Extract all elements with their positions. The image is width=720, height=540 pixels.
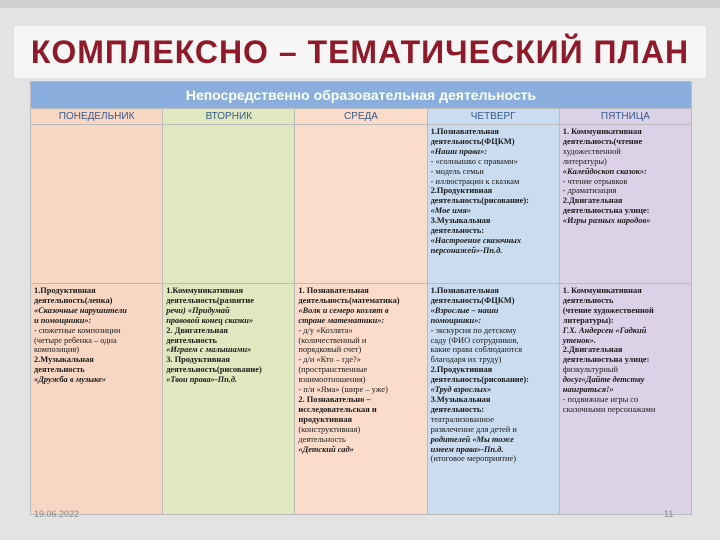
slide-number: 11 xyxy=(664,509,674,519)
plan-line: деятельность(лепка) xyxy=(34,295,113,305)
plan-line: - «солнышко с правами» xyxy=(430,156,518,166)
plan-line: - драматизация xyxy=(562,186,617,196)
plan-line: 2.Продуктивная xyxy=(430,365,493,375)
plan-line: - чтение отрывков xyxy=(562,176,628,186)
plan-line: родителей «Мы тоже xyxy=(430,434,514,444)
plan-line: стране математики»: xyxy=(298,315,385,325)
plan-line: (четыре ребенка – одна xyxy=(34,335,117,345)
plan-line: «Сказочные нарушители xyxy=(34,305,127,315)
plan-line: правовой конец сказки» xyxy=(166,315,254,325)
plan-line: «Твои права»-Пп.д. xyxy=(166,375,238,385)
plan-line: 1.Продуктивная xyxy=(34,286,96,295)
plan-line: 1.Познавательная xyxy=(430,286,499,295)
plan-line: 2.Двигательная xyxy=(562,345,623,355)
plan-line: какие права соблюдаются xyxy=(430,345,523,355)
plan-line: деятельностьна улице: xyxy=(562,355,650,365)
plan-line: (пространственные xyxy=(298,365,368,375)
plan-line: деятельность(рисование): xyxy=(430,196,529,206)
day-tuesday: ВТОРНИК xyxy=(163,109,295,125)
plan-line: «Игры разных народов» xyxy=(562,216,651,226)
plan-line: «Труд взрослых» xyxy=(430,385,492,395)
footer-date: 19.06.2022 xyxy=(34,509,80,519)
plan-line: взаимоотношения) xyxy=(298,375,366,385)
plan-line: Г.Х. Андерсен «Гадкий xyxy=(562,325,647,335)
day-thursday: ЧЕТВЕРГ xyxy=(427,109,559,125)
cell-row2-thursday xyxy=(427,284,559,515)
plan-line: деятельность(развитие xyxy=(166,295,254,305)
plan-line: литературы): xyxy=(562,315,614,325)
plan-line: деятельность(математика) xyxy=(298,295,400,305)
plan-line: «Дружба в музыке» xyxy=(34,375,106,385)
plan-line: литературы) xyxy=(562,156,607,166)
plan-table xyxy=(30,81,692,515)
plan-line: сказочными персонажами xyxy=(562,404,656,414)
plan-line: - д/и «Кто – где?» xyxy=(298,355,361,365)
plan-line: 2.Двигательная xyxy=(562,196,623,206)
plan-line: деятельность xyxy=(562,295,614,305)
plan-line: «Играем с малышами» xyxy=(166,345,252,355)
plan-line: (количественный и xyxy=(298,335,367,345)
plan-line: деятельностьна улице: xyxy=(562,206,650,216)
cell-row1-wednesday xyxy=(295,125,427,284)
plan-line: физкультурный xyxy=(562,365,618,375)
plan-line: деятельность(чтение xyxy=(562,136,643,146)
plan-line: развлечение для детей и xyxy=(430,424,517,434)
plan-line: деятельность(рисование) xyxy=(166,365,262,375)
cell-row1-monday xyxy=(31,125,163,284)
plan-line: 2.Продуктивная xyxy=(430,186,493,196)
plan-line: (чтение художественной xyxy=(562,305,654,315)
plan-line: помощники»: xyxy=(430,315,482,325)
plan-line: композиция) xyxy=(34,345,80,355)
plan-line: порядковый счет) xyxy=(298,345,362,355)
plan-line: 1. Коммуникативная xyxy=(562,127,642,136)
plan-line: 2.Музыкальная xyxy=(34,355,94,365)
cell-row1-tuesday xyxy=(163,125,295,284)
plan-line: деятельность xyxy=(34,365,85,375)
plan-line: исследовательская и xyxy=(298,404,377,414)
cell-row2-friday xyxy=(559,284,691,515)
plan-line: «Взрослые – наши xyxy=(430,305,499,315)
plan-line: - д/у «Козлята» xyxy=(298,325,353,335)
plan-line: театрализованное xyxy=(430,414,494,424)
table-header: Непосредственно образовательная деятельность xyxy=(31,82,692,109)
plan-line: - модель семьи xyxy=(430,166,484,176)
plan-line: деятельность(ФЦКМ) xyxy=(430,136,515,146)
cell-row2-monday xyxy=(31,284,163,515)
cell-row2-tuesday xyxy=(163,284,295,515)
cell-row2-wednesday xyxy=(295,284,427,515)
plan-line: художественной xyxy=(562,146,621,156)
plan-line: - подвижные игры со xyxy=(562,394,639,404)
plan-line: 2. Двигательная xyxy=(166,325,228,335)
plan-line: «Волк и семеро козлят в xyxy=(298,305,389,315)
plan-line: (конструктивная) xyxy=(298,424,361,434)
plan-line: - сюжетные композиции xyxy=(34,325,121,335)
cell-row1-friday xyxy=(559,125,691,284)
plan-line: - п/и «Яма» (шире – уже) xyxy=(298,385,388,395)
plan-line: продуктивная xyxy=(298,414,353,424)
plan-line: имеем права»-Пп.д. xyxy=(430,444,504,454)
plan-line: 3.Музыкальная xyxy=(430,394,491,404)
plan-line: деятельность(рисование): xyxy=(430,375,529,385)
plan-line: деятельность xyxy=(166,335,217,345)
plan-line: - иллюстрации к сказкам xyxy=(430,176,520,186)
plan-line: (итоговое мероприятие) xyxy=(430,454,517,464)
plan-line: «Настроение сказочных xyxy=(430,235,522,245)
plan-line: деятельность: xyxy=(430,226,485,236)
plan-line: 1.Познавательная xyxy=(430,127,499,136)
plan-line: деятельность xyxy=(298,434,346,444)
day-monday: ПОНЕДЕЛЬНИК xyxy=(31,109,163,125)
plan-line: деятельность(ФЦКМ) xyxy=(430,295,515,305)
plan-line: и помощники»: xyxy=(34,315,92,325)
plan-line: персонажей»-Пп.д. xyxy=(430,245,503,255)
plan-line: 1. Познавательная xyxy=(298,286,369,295)
plan-line: 2. Познавательно – xyxy=(298,394,371,404)
plan-line: речи) «Придумай xyxy=(166,305,230,315)
plan-line: 3. Продуктивная xyxy=(166,355,230,365)
plan-line: - экскурсия по детскому xyxy=(430,325,517,335)
plan-line: деятельность: xyxy=(430,404,485,414)
plan-line: 1. Коммуникативная xyxy=(562,286,642,295)
plan-line: благодаря их труду) xyxy=(430,355,502,365)
top-stripe xyxy=(0,0,720,8)
day-friday: ПЯТНИЦА xyxy=(559,109,691,125)
plan-line: досуг«Дайте детству xyxy=(562,375,645,385)
plan-line: саду (ФИО сотрудников, xyxy=(430,335,519,345)
plan-line: наиграться!» xyxy=(562,385,614,395)
plan-line: «Наши права»: xyxy=(430,146,488,156)
plan-line: утенок». xyxy=(562,335,596,345)
day-wednesday: СРЕДА xyxy=(295,109,427,125)
plan-line: «Детский сад» xyxy=(298,444,354,454)
cell-row1-thursday xyxy=(427,125,559,284)
plan-line: 3.Музыкальная xyxy=(430,216,491,226)
plan-line: «Калейдоскоп сказок»: xyxy=(562,166,647,176)
slide-title: КОМПЛЕКСНО – ТЕМАТИЧЕСКИЙ ПЛАН xyxy=(14,26,706,78)
plan-line: 1.Коммуникативная xyxy=(166,286,244,295)
plan-line: «Мое имя» xyxy=(430,206,471,216)
